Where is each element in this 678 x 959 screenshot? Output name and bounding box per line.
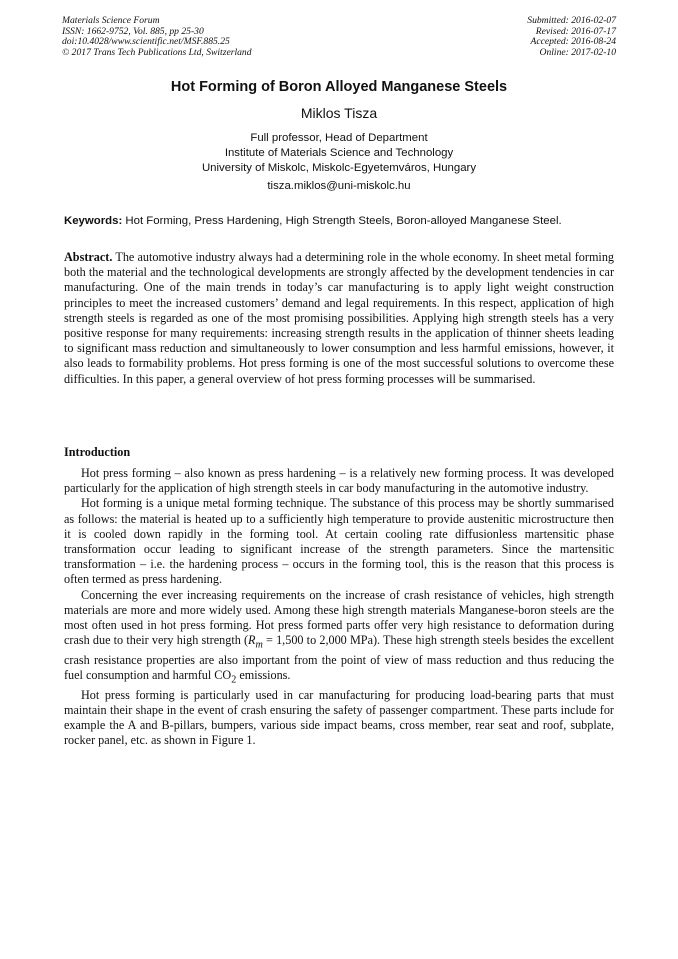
paragraph xyxy=(64,588,614,688)
paragraph: Hot forming is a unique metal forming technique. The substance of this process may be shortly summarised as follows: the material is heated up to a sufficiently high temperature to provide austenitic microstructure then it is cooled down rapidly in the forming tool. At certain cooling rate diffusionless martensitic phase transformation occur leading to significant increase of the strength parameters. Since the martensitic transformation – i.e. the hardening process – occurs in the forming tool, this is the reason that this process is often termed as press hardening. xyxy=(64,496,614,587)
abstract xyxy=(64,250,614,387)
copyright-line: © 2017 Trans Tech Publications Ltd, Switzerland xyxy=(62,46,252,58)
affiliation-university: University of Miskolc, Miskolc-Egyetemváros, Hungary xyxy=(201,162,477,174)
tensile-strength-symbol: $R_m$ xyxy=(248,633,263,651)
submitted-date: Submitted: 2016-02-07 xyxy=(527,15,616,26)
paragraph-text: = 1,500 to 2,000 MPa). These high strength steels besides the excellent crash resistance properties are also important from the point of view of mass reduction and thus reducing the fuel consumption and harmful CO xyxy=(64,633,614,683)
paragraph-text: Concerning the ever increasing requirements on the increase of crash resistance of vehicles, high strength materials are more and more widely used. Among these high strength materials Manganese-boron steels are the most often used in hot press forming. Hot press formed parts offer very high resistance to deformation during crash due to their very high strength ( xyxy=(64,587,614,648)
revised-date: Revised: 2016-07-17 xyxy=(535,25,616,37)
online-date: Online: 2017-02-10 xyxy=(539,46,616,58)
abstract-text: The automotive industry always had a determining role in the whole economy. In sheet metal forming both the material and the technological developments are strongly affected by the development tendencies in car manufacturing. One of the main trends in today’s car manufacturing is to apply light weight construction principles to meet the increased customers’ demand and legal requirements. In this respect, application of high strength steels is regarded as one of the most promising possibilities. Applying high strength steels has a very positive response for many requirements: increasing strength results in the application of thinner sheets leading to significant mass reduction and simultaneously to lower consumption and less harmful emissions, however, it also leads to formability problems. Hot press forming is one of the most successful solutions to overcome these difficulties. In this paper, a general overview of hot press forming processes will be summarised. xyxy=(64,250,615,386)
paper-title: Hot Forming of Boron Alloyed Manganese Steels xyxy=(170,79,508,95)
paragraph: Hot press forming is particularly used in car manufacturing for producing load-bearing parts that must maintain their shape in the event of crash ensuring the safety of passenger compartment. These parts include for example the A and B-pillars, bumpers, various side impact beams, cross member, rear seat and roof, subplate, rocker panel, etc. as shown in Figure 1. xyxy=(64,687,614,748)
accepted-date: Accepted: 2016-08-24 xyxy=(530,36,616,48)
affiliation-position: Full professor, Head of Department xyxy=(250,132,428,144)
journal-info xyxy=(62,16,252,58)
introduction-body xyxy=(64,466,614,749)
author-email[interactable]: tisza.miklos@uni-miskolc.hu xyxy=(267,180,411,192)
paragraph: Hot press forming – also known as press hardening – is a relatively new forming process. It was developed particularly for the application of high strength steels in car body manufacturing in the automotive industry. xyxy=(64,466,614,496)
abstract-label: Abstract. xyxy=(64,250,113,264)
affiliation-institute: Institute of Materials Science and Technology xyxy=(224,147,454,159)
affiliation xyxy=(0,131,678,176)
dates-info xyxy=(527,16,616,58)
author-name: Miklos Tisza xyxy=(300,105,378,121)
journal-name: Materials Science Forum xyxy=(62,15,160,26)
paragraph-text: emissions. xyxy=(236,668,291,683)
doi-line: doi:10.4028/www.scientific.net/MSF.885.25 xyxy=(62,36,230,48)
subscript: 2 xyxy=(231,674,237,686)
keywords xyxy=(64,215,624,227)
keywords-label: Keywords: xyxy=(64,215,123,227)
keywords-text: Hot Forming, Press Hardening, High Strength Steels, Boron-alloyed Manganese Steel. xyxy=(125,215,562,227)
issn-line: ISSN: 1662-9752, Vol. 885, pp 25-30 xyxy=(62,25,204,37)
section-heading-introduction: Introduction xyxy=(64,445,131,459)
